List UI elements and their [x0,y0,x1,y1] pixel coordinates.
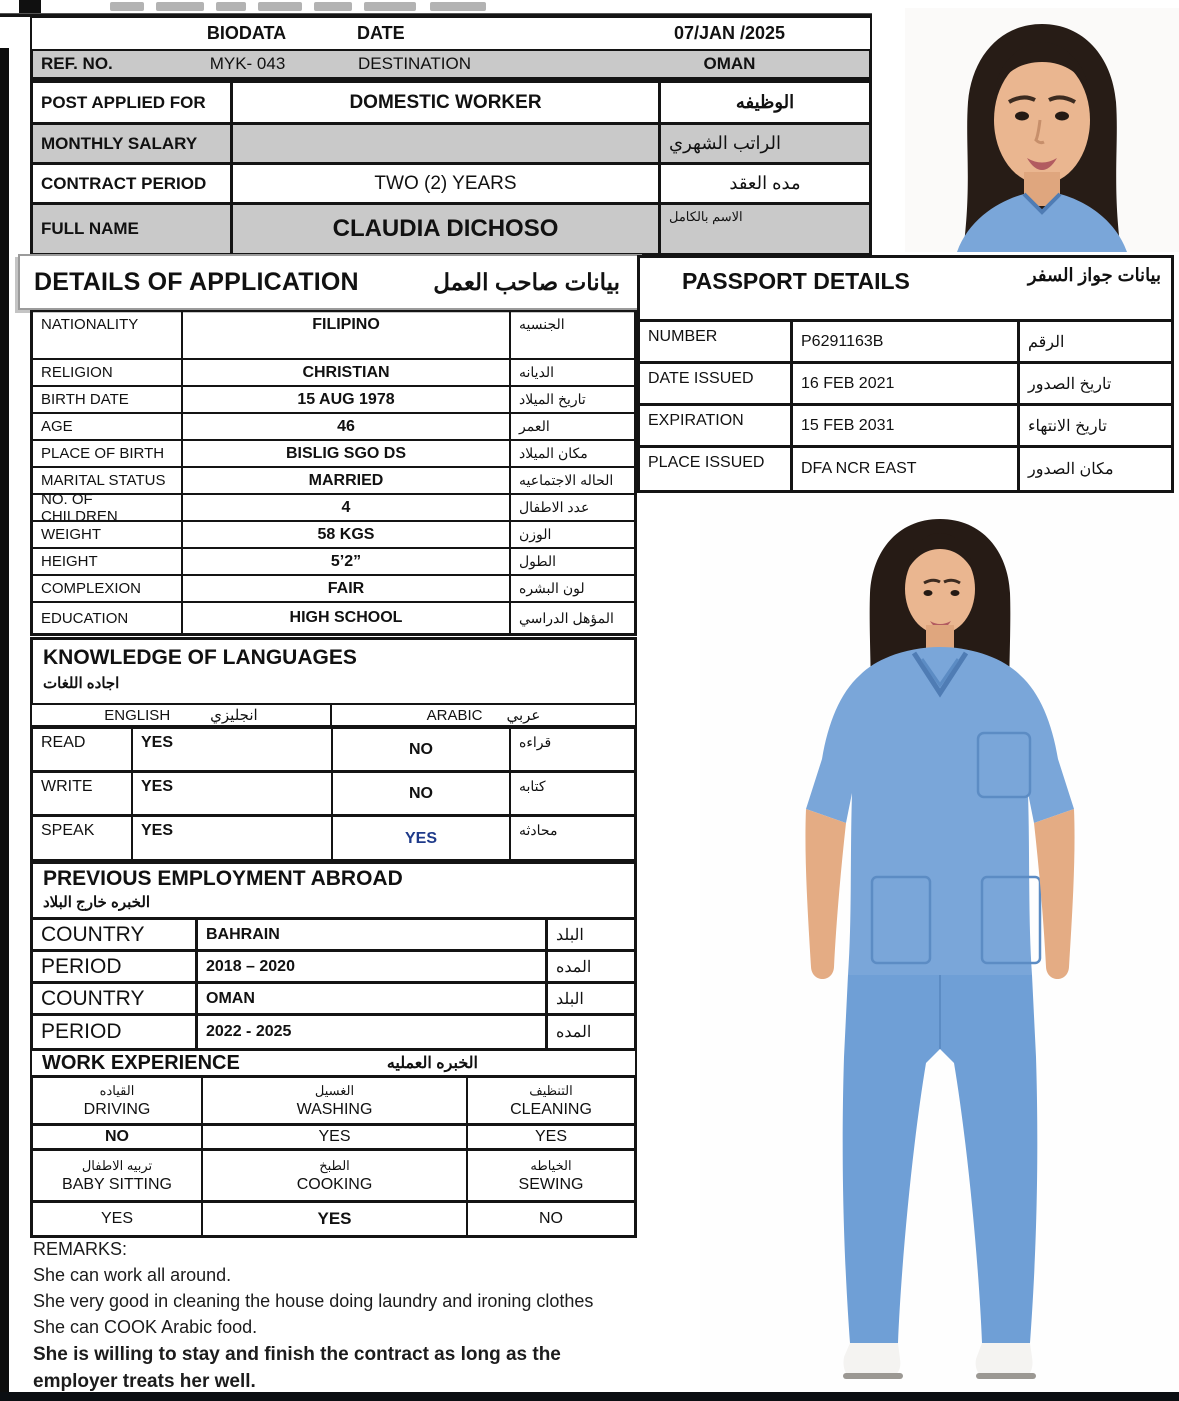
detail-label: MARITAL STATUS [33,468,183,493]
washing-value: YES [203,1126,468,1148]
skill-arabic: قراءه [519,734,552,750]
arabic-value-blue: YES [333,817,511,861]
english-value: YES [133,817,333,861]
post-applied-label: POST APPLIED FOR [33,83,233,122]
detail-label: COMPLEXION [33,576,183,601]
passport-title-arabic: بيانات جواز السفر [1027,265,1161,285]
detail-arabic: المؤهل الدراسي [519,609,614,626]
table-row-date-issued [640,364,1171,406]
full-name-arabic: الاسم بالكامل [669,209,743,224]
driving-value: NO [33,1126,203,1148]
scan-edge-strip [0,48,9,1394]
post-applied-value: DOMESTIC WORKER [233,83,661,122]
employment-value: BAHRAIN [198,920,548,949]
detail-arabic: الجنسيه [519,316,565,332]
skill-driving: القياده DRIVING [33,1078,203,1123]
detail-label: AGE [33,414,183,439]
skill-cooking: الطبخ COOKING [203,1151,468,1200]
header-row-ref [30,49,872,80]
employment-value: 2022 - 2025 [198,1016,548,1048]
skills-value-row-1 [33,1126,634,1151]
monthly-salary-value [233,125,661,162]
detail-arabic: لون البشره [519,580,585,596]
employment-table [30,917,637,1051]
detail-label: WEIGHT [33,522,183,547]
passport-label: EXPIRATION [640,406,793,445]
skill-babysitting: تربيه الاطفال BABY SITTING [33,1151,203,1200]
table-row-passport-number [640,322,1171,364]
remarks-line: She very good in cleaning the house doing laundry and ironing clothes [33,1291,594,1311]
detail-arabic: الحاله الاجتماعيه [519,472,614,488]
arabic-column-label: ARABIC [426,706,483,724]
skills-header-row-2 [33,1151,634,1203]
details-title: DETAILS OF APPLICATION [34,267,359,296]
employment-title-arabic: الخبره خارج البلاد [43,894,151,911]
detail-label: RELIGION [33,360,183,385]
table-row [33,576,634,603]
passport-title: PASSPORT DETAILS [682,268,910,294]
table-row [33,549,634,576]
table-row-write [33,773,634,817]
post-applied-table [30,80,872,256]
passport-value: DFA NCR EAST [793,448,1020,490]
languages-table [30,727,637,864]
language-skill-label: READ [33,729,133,770]
table-row [33,603,634,633]
applicant-headshot-photo [905,8,1179,252]
table-row-expiration [640,406,1171,448]
employment-arabic: البلد [556,926,584,944]
work-experience-title-arabic: الخبره العمليه [386,1055,478,1072]
babysitting-value: YES [33,1203,203,1235]
table-row-period-1 [33,952,634,984]
passport-arabic: تاريخ الصدور [1028,375,1112,393]
scan-artifact-cutoff-text [258,2,302,11]
detail-value: BISLIG SGO DS [183,441,511,466]
cooking-value: YES [203,1203,468,1235]
headshot-illustration [905,8,1179,252]
table-row [33,360,634,387]
table-row-country-1 [33,920,634,952]
employment-section-header [30,859,637,917]
employment-arabic: البلد [556,990,584,1008]
table-row [33,312,634,360]
employment-label: COUNTRY [33,920,198,949]
scan-artifact-cutoff-text [364,2,416,11]
employment-label: PERIOD [33,1016,198,1048]
detail-arabic: تاريخ الميلاد [519,391,586,407]
date-label: DATE [357,23,405,43]
details-table [30,310,637,636]
details-of-application-header [18,254,642,310]
scan-artifact-cutoff-text [430,2,486,11]
detail-value: FILIPINO [183,312,511,358]
detail-arabic: العمر [519,418,550,434]
employment-arabic: المده [556,1024,592,1041]
contract-period-arabic: مده العقد [729,173,801,193]
detail-value: 15 AUG 1978 [183,387,511,412]
ref-no-label: REF. NO. [41,54,113,73]
applicant-full-body-photo [700,497,1179,1392]
passport-arabic: الرقم [1028,333,1065,351]
sewing-value: NO [539,1210,563,1227]
scan-artifact-cutoff-text [156,2,204,11]
table-row-country-2 [33,984,634,1016]
detail-label: HEIGHT [33,549,183,574]
language-skill-label: WRITE [33,773,133,814]
work-experience-header [30,1049,637,1075]
scan-bottom-bar [0,1392,1179,1401]
detail-label: NO. OF CHILDREN [33,495,183,520]
full-name-label: FULL NAME [33,205,233,253]
employment-title: PREVIOUS EMPLOYMENT ABROAD [43,867,403,890]
biodata-label: BIODATA [206,23,287,43]
detail-value: 46 [183,414,511,439]
languages-title-arabic: اجاده اللغات [43,675,120,692]
detail-arabic: الطول [519,553,557,569]
passport-arabic: مكان الصدور [1028,461,1114,478]
detail-arabic: الديانه [519,364,555,380]
scan-artifact-cutoff-text [216,2,246,11]
detail-arabic: الوزن [519,526,552,542]
details-title-arabic: بيانات صاحب العمل [433,268,620,295]
languages-section-header [30,637,637,703]
table-row-place-issued [640,448,1171,490]
contract-period-value: TWO (2) YEARS [233,165,661,202]
table-row [33,490,634,525]
language-skill-label: SPEAK [33,817,133,861]
scan-artifact-cutoff-text [110,2,144,11]
detail-value: MARRIED [183,468,511,493]
table-row-speak [33,817,634,861]
contract-period-label: CONTRACT PERIOD [33,165,233,202]
scan-artifact-cutoff-text [314,2,352,11]
destination-label: DESTINATION [358,54,472,73]
cleaning-value: YES [534,1128,567,1145]
post-applied-arabic: الوظيفه [735,92,795,112]
detail-label: PLACE OF BIRTH [33,441,183,466]
remarks-line: She can COOK Arabic food. [33,1317,258,1337]
english-column-label: ENGLISH [104,706,171,724]
header-row-biodata [30,16,872,49]
detail-value: HIGH SCHOOL [183,603,511,633]
table-row [33,522,634,549]
skill-arabic: كتابه [519,778,546,794]
table-row-period-2 [33,1016,634,1048]
passport-label: DATE ISSUED [640,364,793,403]
english-value: YES [133,729,333,770]
work-experience-title: WORK EXPERIENCE [42,1051,240,1074]
table-row-contract-period [33,165,869,205]
languages-title: KNOWLEDGE OF LANGUAGES [43,646,357,669]
full-body-illustration [700,497,1179,1392]
arabic-value: NO [333,773,511,814]
detail-label: NATIONALITY [33,312,183,358]
skill-sewing: الخياطه SEWING [518,1157,584,1193]
detail-value: FAIR [183,576,511,601]
employment-arabic: المده [556,958,592,976]
table-row-read [33,729,634,773]
passport-label: NUMBER [640,322,793,361]
passport-header [640,258,1171,322]
detail-value: 4 [183,495,511,520]
detail-value: 58 KGS [183,522,511,547]
remarks-block [33,1236,633,1395]
detail-arabic: مكان الميلاد [519,445,588,461]
passport-value: 16 FEB 2021 [793,364,1020,403]
employment-label: PERIOD [33,952,198,981]
table-row-post-applied [33,83,869,125]
skills-header-row-1 [33,1078,634,1126]
table-row-full-name [33,205,869,253]
english-column-arabic: انجليزي [210,707,258,724]
skills-value-row-2 [33,1203,634,1235]
detail-label: EDUCATION [33,603,183,633]
table-row [33,441,634,468]
skill-washing: الغسيل WASHING [203,1078,468,1123]
full-name-value: CLAUDIA DICHOSO [233,205,661,253]
header-table [30,16,872,80]
ref-no-value: MYK- 043 [209,54,286,73]
detail-value: CHRISTIAN [183,360,511,385]
passport-label: PLACE ISSUED [640,448,793,490]
arabic-column-arabic: عربي [506,707,541,724]
date-value: 07/JAN /2025 [673,23,786,43]
english-value: YES [133,773,333,814]
table-row [33,414,634,441]
monthly-salary-label: MONTHLY SALARY [33,125,233,162]
detail-arabic: عدد الاطفال [519,499,590,515]
passport-value: 15 FEB 2031 [793,406,1020,445]
passport-arabic: تاريخ الانتهاء [1028,417,1107,435]
employment-label: COUNTRY [33,984,198,1013]
detail-label: BIRTH DATE [33,387,183,412]
monthly-salary-arabic: الراتب الشهري [669,133,781,153]
destination-value: OMAN [703,54,756,73]
work-experience-table [30,1075,637,1238]
table-row [33,387,634,414]
detail-value: 5’2” [183,549,511,574]
skill-arabic: محادثه [519,822,558,838]
employment-value: 2018 – 2020 [198,952,548,981]
passport-details-table [637,255,1174,493]
remarks-line: She can work all around. [33,1265,232,1285]
remarks-bold-line: She is willing to stay and finish the contract as long as the employer treats her well. [33,1344,561,1392]
skill-cleaning: التنظيف CLEANING [510,1082,592,1118]
passport-value: P6291163B [793,322,1020,361]
table-row-monthly-salary [33,125,869,165]
remarks-title: REMARKS: [33,1239,128,1259]
arabic-value: NO [333,729,511,770]
employment-value: OMAN [198,984,548,1013]
languages-column-header [30,703,637,727]
